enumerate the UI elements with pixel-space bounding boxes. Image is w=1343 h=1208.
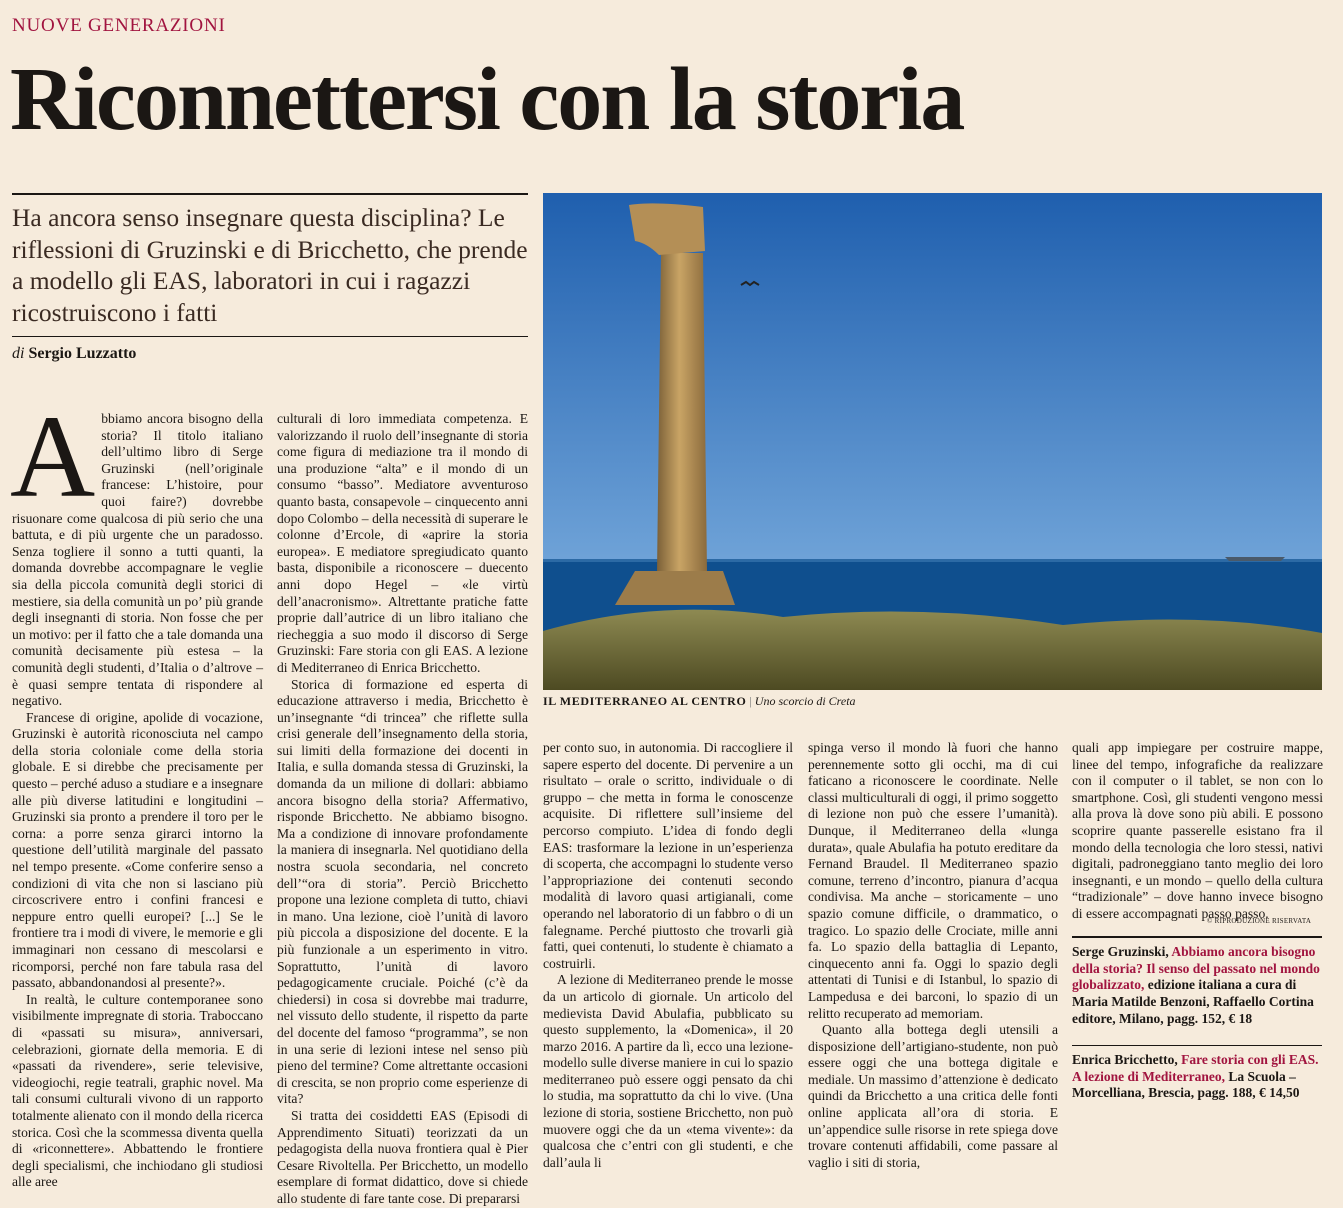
paragraph: Quanto alla bottega degli utensili a disposizione dell’artigiano-studente, non può essere oggi che una bottega digitale e mediale. Un massimo d’attenzione è dedicato quindi da Bricchetto a una critica delle fonti online applicata all’ora di storia. E un’appendice sulle risorse in rete spiega dove trovare contenuti affidabili, come passare al vaglio i siti di storia,: [808, 1022, 1058, 1170]
byline-author: Sergio Luzzatto: [28, 345, 137, 362]
paragraph: spinga verso il mondo là fuori che hanno perennemente sotto gli occhi, ma di cui faticano a riconoscere le coordinate. Nelle classi multiculturali di oggi, il primo soggetto di lezione non può che essere l’umanità). Dunque, il Mediterraneo della «lunga durata», quale Abulafia ha potuto ereditare da Fernand Braudel. Il Mediterraneo spazio comune, terreno d’incontro, pianura d’acqua condivisa. Ma anche – storicamente – uno spazio comune difficile, o drammatico, o tragico. Lo spazio delle Crociate, mille anni fa. Lo spazio della battaglia di Lepanto, cinquecento anni fa. Oggi lo spazio degli attentati di Tunisi e di Istanbul, lo spazio di Lampedusa e dei barconi, lo spazio di un relitto recuperato ad memoriam.: [808, 740, 1058, 1021]
book-info-2: [1072, 1052, 1324, 1102]
paragraph: Storica di formazione ed esperta di educazione attraverso i media, Bricchetto è un’insegnante “di trincea” che riflette sulla crisi generale dell’insegnamento della storia, sui limiti della formazione dei docenti in Italia, e sulla domanda stessa di Gruzinski, la domanda da un milione di dollari: abbiamo ancora bisogno della storia? Affermativo, risponde Bricchetto. Ne abbiamo bisogno. Ma a condizione di innovare profondamente la maniera di insegnarla. Nel quotidiano della nostra scuola secondaria, nel concreto dell’“ora di storia”. Perciò Bricchetto propone una lezione completa di tutto, chiavi in mano. Una lezione, cioè l’unità di lavoro più piccola a disposizione del docente. E la più funzionale a un esperimento in vitro. Soprattutto, l’unità di lavoro pedagogicamente cruciale. Poiché (c’è da chiedersi) in cosa si dovrebbe mai tradurre, nel vissuto dello studente, il rispetto da parte del docente del famoso “programma”, se non in una serie di lezioni intese nel senso più pieno del termine? Come altrettante occasioni di crescita, se non proprio come esperienze di vita?: [277, 676, 528, 1107]
section-kicker: NUOVE GENERAZIONI: [12, 15, 226, 36]
paragraph: per conto suo, in autonomia. Di raccogliere il sapere esperto del docente. Di pervenire a un risultato – orale o scritto, individuale o di gruppo – che metta in forma le conoscenze acquisite. Di riflettere sull’insieme del percorso compiuto. L’idea di fondo degli EAS: trasformare la lezione in un’esperienza di scoperta, che accompagni lo studente verso l’appropriazione dei contenuti secondo modalità di lavoro quasi artigianali, come operando nel laboratorio di un fabbro o di un falegname. Perché piuttosto che trovarli già fatti, quei contenuti, lo studente è chiamato a costruirli.: [543, 740, 793, 971]
paragraph: Abbiamo ancora bisogno della storia? Il titolo italiano dell’ultimo libro di Serge Gruzinski (nell’originale francese: L’histoire, pour quoi faire?) dovrebbe risuonare come qualcosa di più serio che una battuta, e di più urgente che un paradosso. Senza togliere il sonno a tutti quanti, la domanda dovrebbe accompagnare le veglie sia della piccola comunità degli storici di mestiere, sia della comunità un po’ più grande degli insegnanti di storia. Non fosse che per un motivo: per il fatto che a tale domanda una comunità decisamente più estesa – la comunità degli studenti, d’Italia o d’altrove – è quasi sempre tentata di rispondere al negativo.: [10, 391, 263, 709]
paragraph: quali app impiegare per costruire mappe, linee del tempo, infografiche da realizzare con il computer o il tablet, se non con lo smartphone. Così, gli studenti vengono messi alla prova là dove sono più abili. E possono scoprire quante passerelle esistano fra il mondo della tecnologia che loro stessi, nativi digitali, padroneggiano tanto meglio dei loro insegnanti, e un mondo – quello della cultura “tradizionale” – dove hanno invece bisogno di essere accompagnati passo passo.: [1072, 740, 1323, 921]
caption-label: IL MEDITERRANEO AL CENTRO: [543, 694, 747, 708]
paragraph: In realtà, le culture contemporanee sono visibilmente impregnate di storia. Traboccano di «passati su misura», anniversari, celebrazioni, giornate della memoria. E di «passati da rivendere», serie televisive, videogiochi, regie teatrali, graphic novel. Ma tali consumi culturali vivono di un rapporto totalmente alienato con il mondo della ricerca storica. Così che la scommessa diventa quella di «riconnettere». Abbattendo le frontiere degli specialismi, che inchiodano gli studiosi alle aree: [12, 991, 263, 1190]
book-title: Fare storia con gli EAS. A lezione di Mediterraneo,: [1072, 1052, 1319, 1084]
column: [657, 253, 707, 573]
paragraph: Si tratta dei cosiddetti EAS (Episodi di Apprendimento Situati) teorizzati da un pedagogista della nuova frontiera qual è Pier Cesare Rivoltella. Per Bricchetto, un modello esemplare di format didattico, dove si chiede allo studente di fare tante cose. Di prepararsi: [277, 1107, 528, 1206]
book-author: Serge Gruzinski,: [1072, 944, 1169, 959]
deck-top-rule: [12, 193, 528, 195]
article-column-4: [808, 740, 1058, 1171]
byline-prefix: di: [12, 345, 25, 362]
deck-bottom-rule: [12, 336, 528, 337]
article-column-2: [277, 411, 528, 1208]
foreground-grass: [543, 610, 1322, 690]
book-details: La Scuola – Morcelliana, Brescia, pagg. 188, € 14,50: [1072, 1068, 1300, 1101]
caption-text: Uno scorcio di Creta: [754, 694, 856, 708]
article-column-3: [543, 740, 793, 1171]
article-column-1: [10, 391, 263, 1191]
photo: [543, 193, 1322, 690]
deck: Ha ancora senso insegnare questa disciplina? Le riflessioni di Gruzinski e di Bricchetto, che prende a modello gli EAS, laboratori in cui i ragazzi ricostruiscono i fatti: [12, 203, 528, 327]
book-info-divider: [1072, 1045, 1322, 1046]
book-info-1: [1072, 944, 1324, 1028]
book-author: Enrica Bricchetto,: [1072, 1052, 1178, 1067]
copyright-notice: © RIPRODUZIONE RISERVATA: [1207, 917, 1312, 925]
photo-caption: [543, 694, 856, 709]
book-info-top-rule: [1072, 936, 1322, 938]
paragraph: A lezione di Mediterraneo prende le mosse da un articolo di giornale. Un articolo del medievista David Abulafia, pubblicato su questo supplemento, la «Domenica», il 20 marzo 2016. A partire da lì, ecco una lezione-modello sulle diverse maniere in cui lo spazio mediterraneo può essere oggi pensato da chi lo studia, ma soprattutto da chi lo vive. (Una lezione di storia, sostiene Bricchetto, non può muovere oggi che da un «tema vivente»: da qualcosa che c’entri con gli studenti, e che dall’aula li: [543, 972, 793, 1170]
column-base: [615, 571, 735, 605]
article-column-5: [1072, 740, 1323, 923]
column-photo: [543, 193, 1322, 690]
byline: [12, 345, 136, 363]
book-details: edizione italiana a cura di Maria Matilde Benzoni, Raffaello Cortina editore, Milano, pagg. 152, € 18: [1072, 977, 1314, 1026]
caption-separator: |: [749, 694, 752, 708]
drop-cap: A: [10, 391, 96, 522]
paragraph: Francese di origine, apolide di vocazione, Gruzinski è autorità riconosciuta nel campo della storia coloniale come della storia globale. E si direbbe che precisamente per questo – perché aduso a studiare e a insegnare alle più diverse latitudini e longitudini – Gruzinski sia pronto a prendere il toro per le corna: a porre senza girarci intorno la questione dell’utilità marginale del passato nel tempo presente. «Come conferire senso a condizioni di vita che non si lasciano più circoscrivere entro i confini francesi e neppure entro quelli europei? [...] Se le frontiere tra i modi di vivere, le memorie e gli immaginari non cessano di mescolarsi e ricomporsi, perché non fare tabula rasa del passato, abbandonandosi al presente?».: [12, 709, 263, 991]
paragraph: culturali di loro immediata competenza. E valorizzando il ruolo dell’insegnante di storia come figura di mediazione tra il mondo di una produzione “alta” e il mondo di un consumo “basso”. Mediatore avventuroso quanto basta, consapevole – cinquecento anni dopo Colombo – della necessità di superare le colonne d’Ercole, di «aprire la storia europea». E mediatore spregiudicato quanto basta, disponibile a riconoscere – duecento anni dopo Hegel – «le virtù dell’anacronismo». Altrettante pratiche fatte proprie dall’autrice di un libro italiano che riecheggia a suo modo il discorso di Serge Gruzinski: Fare storia con gli EAS. A lezione di Mediterraneo di Enrica Bricchetto.: [277, 411, 528, 675]
headline: Riconnettersi con la storia: [10, 50, 964, 149]
book-title: Abbiamo ancora bisogno della storia? Il senso del passato nel mondo globalizzato,: [1072, 944, 1320, 993]
ship: [1225, 557, 1285, 561]
